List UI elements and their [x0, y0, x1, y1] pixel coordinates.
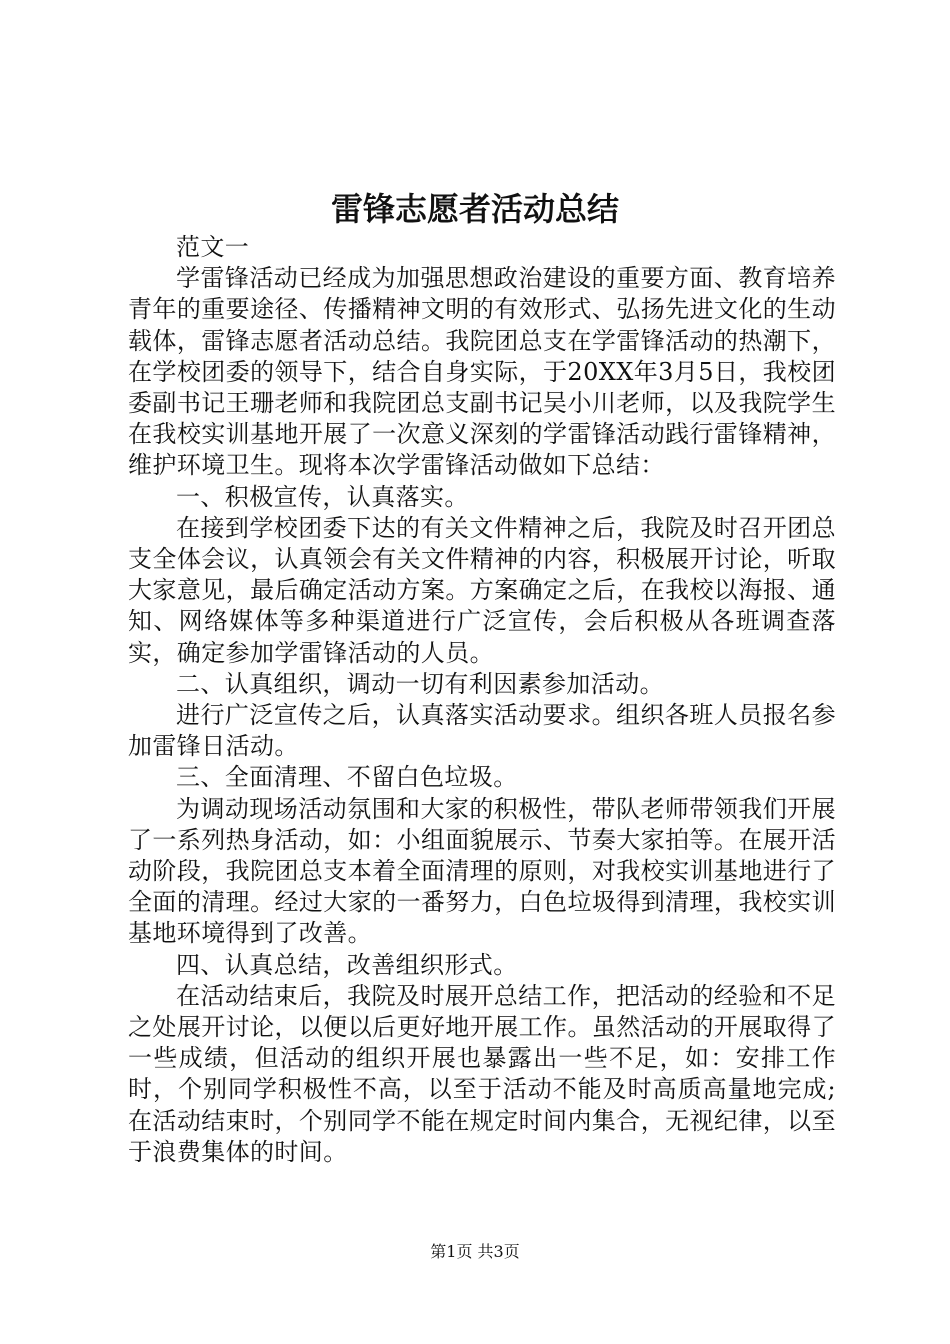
section-heading-3: 三、全面清理、不留白色垃圾。 — [176, 763, 518, 792]
section-heading-2: 二、认真组织，调动一切有利因素参加活动。 — [176, 669, 664, 698]
paragraph-section-2: 进行广泛宣传之后，认真落实活动要求。组织各班人员报名参加雷锋日活动。 — [128, 701, 836, 761]
section-heading-1: 一、积极宣传，认真落实。 — [176, 482, 469, 511]
document-body — [128, 232, 836, 1168]
document-title: 雷锋志愿者活动总结 — [330, 190, 619, 228]
page-number-footer: 第1页 共3页 — [430, 1242, 520, 1261]
paragraph-section-4: 在活动结束后，我院及时展开总结工作，把活动的经验和不足之处展开讨论，以便以后更好地开展工作。虽然活动的开展取得了一些成绩，但活动的组织开展也暴露出一些不足，如：安排工作时，个别同学积极性不高，以至于活动不能及时高质高量地完成;在活动结束时，个别同学不能在规定时间内集合，无视纪律，以至于浪费集体的时间。 — [128, 981, 836, 1166]
paragraph-intro: 学雷锋活动已经成为加强思想政治建设的重要方面、教育培养青年的重要途径、传播精神文明的有效形式、弘扬先进文化的生动载体，雷锋志愿者活动总结。我院团总支在学雷锋活动的热潮下，在学校团委的领导下，结合自身实际，于20XX年3月5日，我校团委副书记王珊老师和我院团总支副书记吴小川老师，以及我院学生在我校实训基地开展了一次意义深刻的学雷锋活动践行雷锋精神，维护环境卫生。现将本次学雷锋活动做如下总结： — [128, 264, 836, 480]
paragraph-sample-label: 范文一 — [176, 233, 250, 261]
paragraph-section-1: 在接到学校团委下达的有关文件精神之后，我院及时召开团总支全体会议，认真领会有关文件精神的内容，积极展开讨论，听取大家意见，最后确定活动方案。方案确定之后，在我校以海报、通知、网络媒体等多种渠道进行广泛宣传，会后积极从各班调查落实，确定参加学雷锋活动的人员。 — [128, 513, 836, 667]
section-heading-4: 四、认真总结，改善组织形式。 — [176, 950, 518, 979]
paragraph-section-3: 为调动现场活动氛围和大家的积极性，带队老师带领我们开展了一系列热身活动，如：小组面貌展示、节奏大家拍等。在展开活动阶段，我院团总支本着全面清理的原则，对我校实训基地进行了全面的清理。经过大家的一番努力，白色垃圾得到清理，我校实训基地环境得到了改善。 — [128, 794, 836, 948]
